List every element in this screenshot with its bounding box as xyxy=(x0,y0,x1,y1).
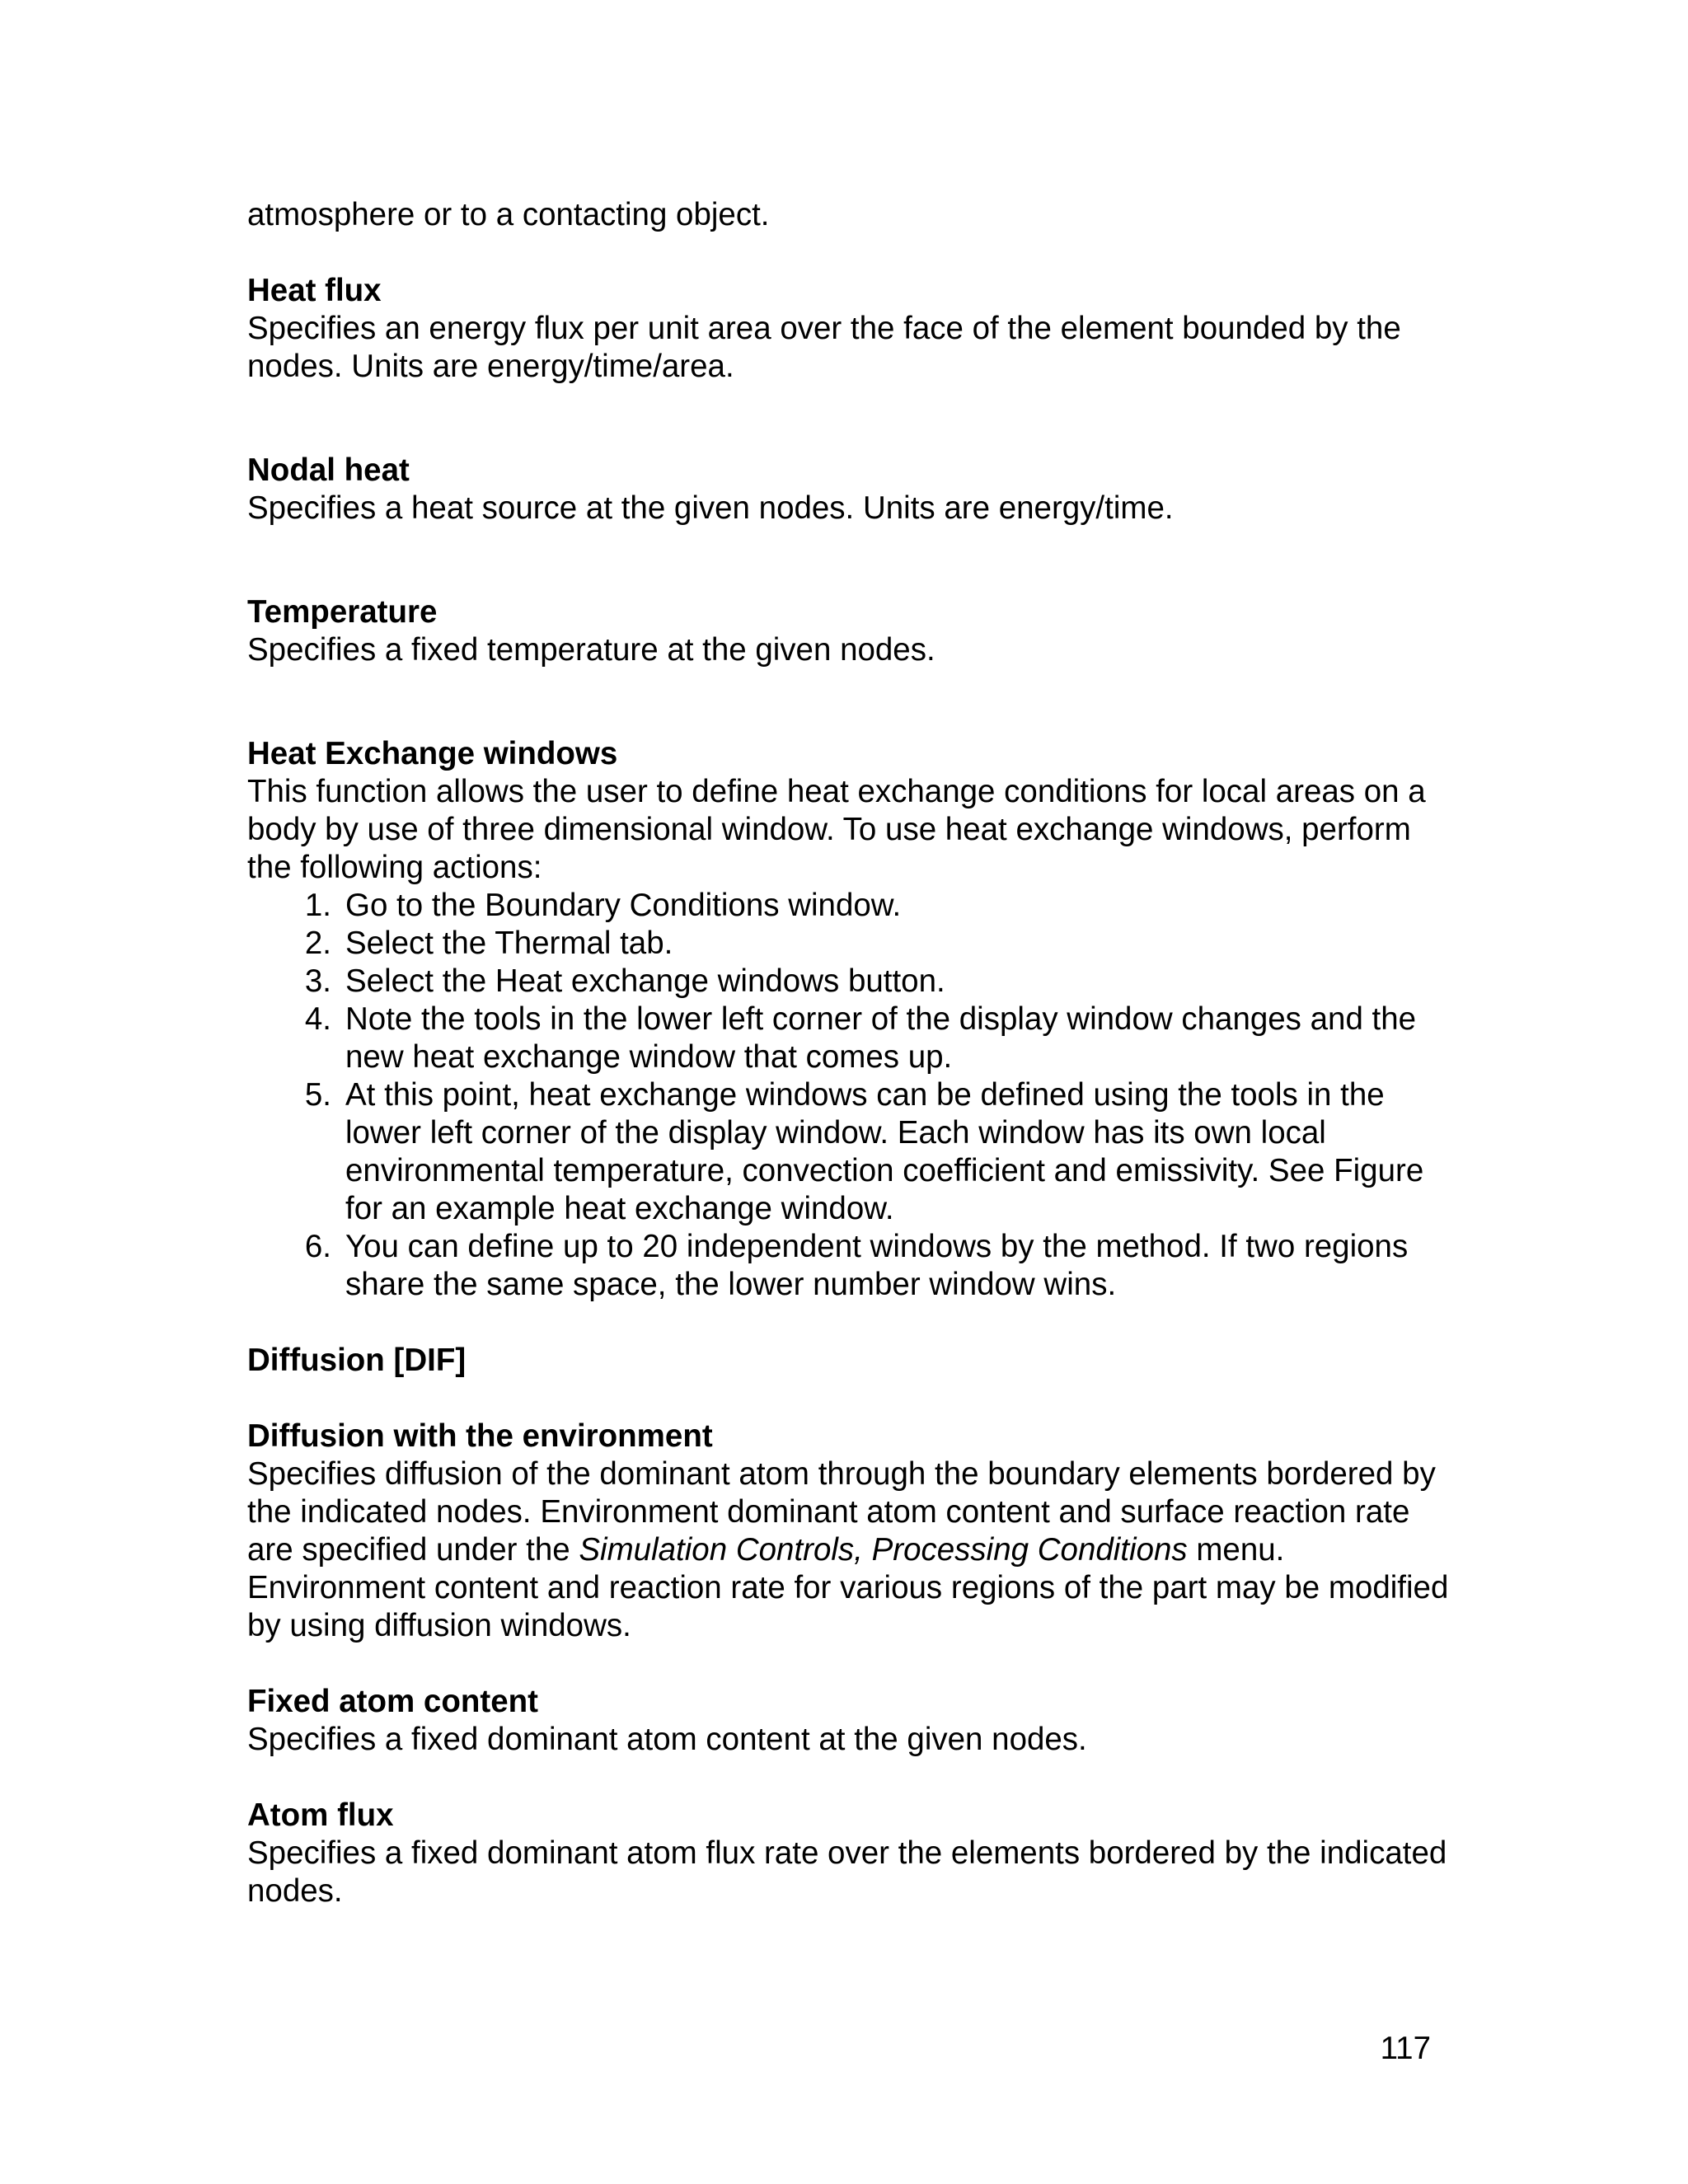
list-item: 3. Select the Heat exchange windows button. xyxy=(304,963,945,999)
heading-temperature: Temperature xyxy=(247,594,438,630)
list-item: 4. Note the tools in the lower left corner of the display window changes and the new heat exchange window that comes up. xyxy=(304,1001,1417,1075)
list-item: 6. You can define up to 20 independent windows by the method. If two regions share the same space, the lower number window wins. xyxy=(304,1229,1409,1302)
page-number: 117 xyxy=(1380,2031,1431,2066)
heading-fixed-atom-content: Fixed atom content xyxy=(247,1684,538,1719)
list-item: 2. Select the Thermal tab. xyxy=(304,926,673,961)
step-text: Select the Heat exchange windows button. xyxy=(345,963,945,999)
heading-atom-flux: Atom flux xyxy=(247,1797,394,1833)
heading-diffusion: Diffusion [DIF] xyxy=(247,1343,467,1378)
temperature-body: Specifies a fixed temperature at the given nodes. xyxy=(247,632,935,668)
heat-exchange-steps xyxy=(247,887,1459,1304)
diffusion-environment-body: Specifies diffusion of the dominant atom through the boundary elements bordered by the indicated nodes. Environment dominant atom content and surface reaction rate are specified under the Simulation Controls, Processing Conditions menu. Environment content and reaction rate for various regions of the part may be modified by using diffusion windows. xyxy=(247,1456,1449,1643)
step-text: Select the Thermal tab. xyxy=(345,926,673,961)
step-text: Go to the Boundary Conditions window. xyxy=(345,888,902,923)
list-item: 5. At this point, heat exchange windows can be defined using the tools in the lower left corner of the display window. Each window has its own local environmental temperature, convection coefficient and emissivity. See Figure for an example heat exchange window. xyxy=(304,1077,1424,1226)
menu-path-text: Simulation Controls, Processing Conditions xyxy=(579,1532,1188,1568)
heading-nodal-heat: Nodal heat xyxy=(247,452,410,488)
atom-flux-body: Specifies a fixed dominant atom flux rate over the elements bordered by the indicated nodes. xyxy=(247,1835,1447,1909)
heat-flux-body: Specifies an energy flux per unit area over the face of the element bounded by the nodes. Units are energy/time/area. xyxy=(247,311,1401,384)
heading-heat-flux: Heat flux xyxy=(247,273,382,308)
intro-text: atmosphere or to a contacting object. xyxy=(247,197,770,232)
list-item: 1. Go to the Boundary Conditions window. xyxy=(304,888,902,923)
step-text: Note the tools in the lower left corner of the display window changes and the new heat exchange window that comes up. xyxy=(345,1001,1417,1075)
step-text: You can define up to 20 independent windows by the method. If two regions share the same space, the lower number window wins. xyxy=(345,1229,1409,1302)
heading-heat-exchange-windows: Heat Exchange windows xyxy=(247,736,618,771)
step-text: At this point, heat exchange windows can be defined using the tools in the lower left corner of the display window. Each window has its own local environmental temperature, convection coefficient and emissivity. See Figure for an example heat exchange window. xyxy=(345,1077,1424,1226)
nodal-heat-body: Specifies a heat source at the given nodes. Units are energy/time. xyxy=(247,490,1174,526)
fixed-atom-body: Specifies a fixed dominant atom content at the given nodes. xyxy=(247,1722,1087,1757)
heat-exchange-body: This function allows the user to define heat exchange conditions for local areas on a body by use of three dimensional window. To use heat exchange windows, perform the following actions: xyxy=(247,774,1426,885)
heading-diffusion-environment: Diffusion with the environment xyxy=(247,1418,713,1454)
